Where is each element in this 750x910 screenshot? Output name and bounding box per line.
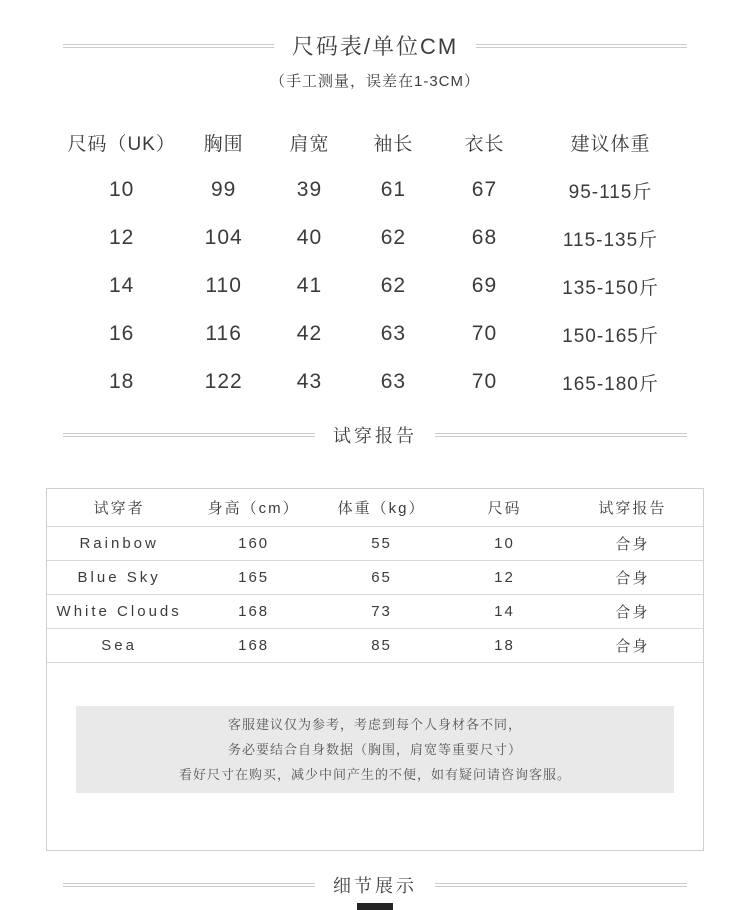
fit-cell-report: 合身 bbox=[615, 638, 650, 655]
size-cell: 99 bbox=[210, 178, 237, 201]
size-cell: 68 bbox=[471, 226, 498, 249]
size-cell: 12 bbox=[108, 226, 135, 249]
fit-cell: 14 bbox=[494, 603, 515, 620]
size-cell: 18 bbox=[108, 370, 135, 393]
size-cell: 62 bbox=[380, 226, 407, 249]
size-cell: 67 bbox=[471, 178, 498, 201]
size-table bbox=[63, 118, 687, 406]
size-cell: 110 bbox=[205, 274, 242, 297]
size-cell: 41 bbox=[296, 274, 323, 297]
size-cell: 42 bbox=[296, 322, 323, 345]
size-col-header-bust: 胸围 bbox=[203, 133, 244, 155]
size-cell: 69 bbox=[471, 274, 498, 297]
size-table-row bbox=[63, 358, 687, 406]
size-cell: 70 bbox=[471, 370, 498, 393]
size-cell: 70 bbox=[471, 322, 498, 345]
size-cell: 122 bbox=[204, 370, 243, 393]
fit-col-header-tester: 试穿者 bbox=[93, 500, 145, 517]
double-rule-left bbox=[63, 44, 274, 48]
fit-report-title: 试穿报告 bbox=[333, 426, 417, 446]
fit-cell: 12 bbox=[494, 569, 515, 586]
customer-service-note bbox=[76, 706, 674, 793]
size-col-header-weight: 建议体重 bbox=[570, 133, 651, 155]
double-rule-right bbox=[435, 433, 687, 437]
note-line: 客服建议仅为参考，考虑到每个人身材各不同， bbox=[227, 717, 522, 732]
fit-cell: 168 bbox=[238, 637, 270, 654]
fit-cell: 165 bbox=[238, 569, 270, 586]
size-col-header-size: 尺码（UK） bbox=[67, 133, 176, 155]
size-col-header-length: 衣长 bbox=[464, 133, 505, 155]
fit-table-note-cell bbox=[47, 706, 703, 850]
fit-col-header-height: 身高（cm） bbox=[207, 500, 300, 517]
size-table-row bbox=[63, 214, 687, 262]
measurement-tolerance-note: （手工测量，误差在1-3CM） bbox=[269, 73, 480, 90]
size-cell: 63 bbox=[380, 322, 407, 345]
fit-cell-tester: Rainbow bbox=[79, 535, 159, 552]
double-rule-right bbox=[476, 44, 687, 48]
fit-cell: 18 bbox=[494, 637, 515, 654]
size-cell: 14 bbox=[108, 274, 135, 297]
fit-table-header-row bbox=[47, 489, 703, 527]
size-cell: 40 bbox=[296, 226, 323, 249]
fit-cell-tester: Sea bbox=[101, 637, 137, 654]
size-cell-weight: 115-135斤 bbox=[562, 229, 659, 251]
size-cell: 104 bbox=[204, 226, 243, 249]
size-cell: 10 bbox=[108, 178, 135, 201]
note-line: 务必要结合自身数据（胸围，肩宽等重要尺寸） bbox=[227, 742, 522, 757]
double-rule-left bbox=[63, 883, 315, 887]
fit-report-table bbox=[46, 488, 704, 851]
size-col-header-sleeve: 袖长 bbox=[373, 133, 414, 155]
size-table-row bbox=[63, 310, 687, 358]
detail-display-title: 细节展示 bbox=[333, 876, 417, 896]
size-cell: 62 bbox=[380, 274, 407, 297]
size-table-row bbox=[63, 166, 687, 214]
fit-cell: 10 bbox=[494, 535, 515, 552]
fit-col-header-weight: 体重（kg） bbox=[337, 500, 426, 517]
note-line: 看好尺寸在购买，减少中间产生的不便，如有疑问请咨询客服。 bbox=[178, 767, 571, 782]
detail-display-heading bbox=[63, 872, 687, 898]
fit-table-row bbox=[47, 629, 703, 663]
fit-cell-tester: White Clouds bbox=[56, 603, 182, 620]
fit-cell: 160 bbox=[238, 535, 270, 552]
fit-table-row bbox=[47, 527, 703, 561]
size-cell: 61 bbox=[380, 178, 407, 201]
double-rule-right bbox=[435, 883, 687, 887]
fit-col-header-report: 试穿报告 bbox=[598, 500, 667, 517]
fit-cell: 168 bbox=[238, 603, 270, 620]
fit-cell: 65 bbox=[371, 569, 392, 586]
detail-accent-bar bbox=[357, 903, 393, 910]
size-cell: 43 bbox=[296, 370, 323, 393]
fit-cell-report: 合身 bbox=[615, 604, 650, 621]
fit-report-heading bbox=[63, 422, 687, 448]
fit-cell-report: 合身 bbox=[615, 570, 650, 587]
size-table-header-row bbox=[63, 118, 687, 166]
size-cell-weight: 135-150斤 bbox=[562, 277, 659, 299]
size-cell: 116 bbox=[205, 322, 242, 345]
size-cell-weight: 95-115斤 bbox=[568, 181, 653, 203]
size-cell: 63 bbox=[380, 370, 407, 393]
double-rule-left bbox=[63, 433, 315, 437]
fit-cell: 73 bbox=[371, 603, 392, 620]
size-col-header-shoulder: 肩宽 bbox=[289, 133, 330, 155]
size-chart-heading bbox=[63, 30, 687, 61]
fit-cell-tester: Blue Sky bbox=[77, 569, 161, 586]
fit-table-row bbox=[47, 595, 703, 629]
fit-cell: 85 bbox=[371, 637, 392, 654]
size-chart-title: 尺码表/单位CM bbox=[291, 34, 459, 59]
fit-col-header-size: 尺码 bbox=[487, 500, 522, 517]
size-cell: 39 bbox=[296, 178, 323, 201]
size-cell-weight: 165-180斤 bbox=[562, 373, 659, 395]
fit-table-row bbox=[47, 561, 703, 595]
size-cell-weight: 150-165斤 bbox=[562, 325, 659, 347]
size-cell: 16 bbox=[108, 322, 135, 345]
fit-cell: 55 bbox=[371, 535, 392, 552]
fit-cell-report: 合身 bbox=[615, 536, 650, 553]
size-table-row bbox=[63, 262, 687, 310]
